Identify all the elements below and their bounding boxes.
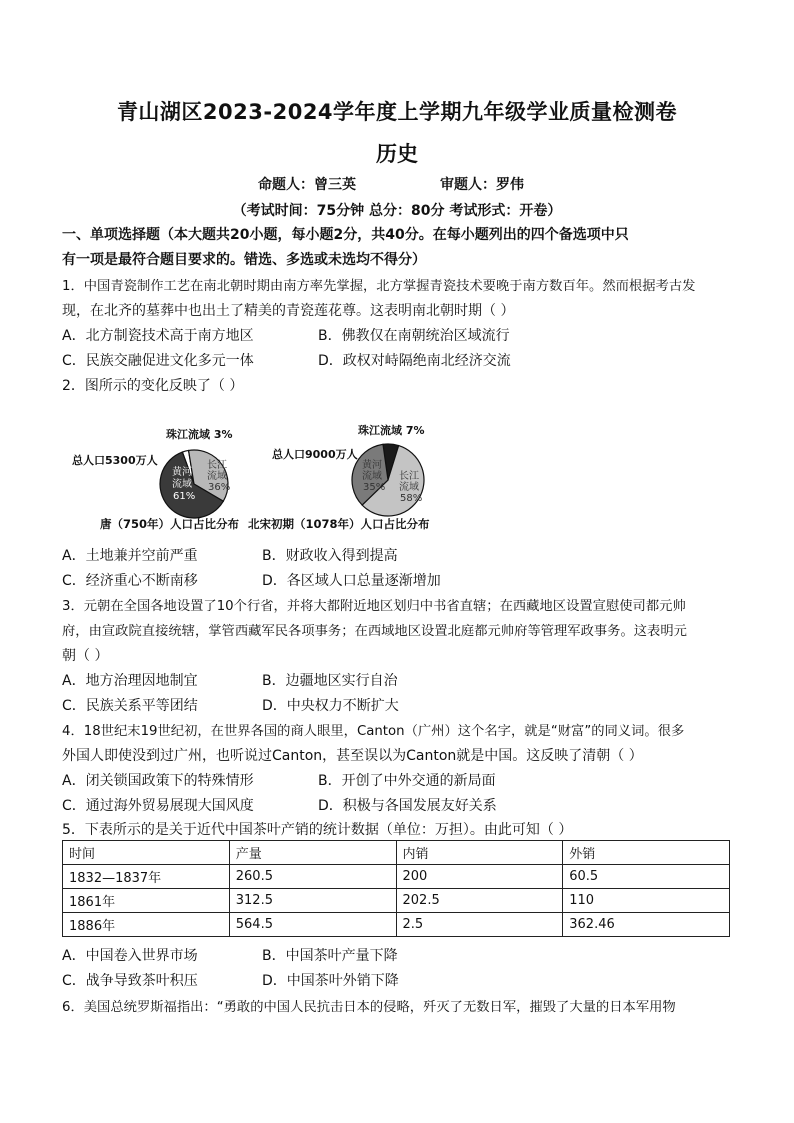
q1-stem: 1．中国青瓷制作工艺在南北朝时期由南方率先掌握，北方掌握青瓷技术要晚于南方数百年。然而根据考古发: [62, 279, 696, 294]
reviewer-label: 审题人：罗伟: [440, 177, 524, 193]
q3-stem-end: 朝（ ）: [62, 648, 109, 664]
q4-stem: 4．18世纪末19世纪初，在世界各国的商人眼里，Canton（广州）这个名字，就是“财富”的同义词。很多: [62, 724, 685, 739]
q1-option-a: A．北方制瓷技术高于南方地区: [62, 328, 254, 344]
table-cell: 110: [563, 889, 730, 913]
section-heading-cont: 有一项是最符合题目要求的。错选、多选或未选均不得分）: [62, 252, 426, 268]
table-cell: 362.46: [563, 913, 730, 937]
q1-option-c: C．民族交融促进文化多元一体: [62, 353, 254, 369]
q6-stem: 6．美国总统罗斯福指出：“勇敢的中国人民抗击日本的侵略，歼灭了无数日军，摧毁了大量的日本军用物: [62, 1000, 676, 1015]
q1-option-b: B．佛教仅在南朝统治区域流行: [318, 328, 510, 344]
q1-option-d: D．政权对峙隔绝南北经济交流: [318, 353, 511, 369]
section-heading: 一、单项选择题（本大题共20小题，每小题2分，共40分。在每小题列出的四个备选项中只: [62, 227, 629, 243]
pie1-changjiang-name-2: 流域: [207, 471, 227, 482]
pie1-changjiang-value: 36%: [208, 482, 231, 493]
pie1-huanghe-name-1: 黄河: [172, 467, 192, 478]
subject-title: 历史: [376, 142, 418, 166]
pie1-zhujiang-label: 珠江流域 3%: [166, 428, 233, 441]
pie2-changjiang-value: 58%: [400, 493, 423, 504]
q2-option-d: D．各区域人口总量逐渐增加: [262, 573, 441, 589]
pie2-changjiang-name-2: 流域: [399, 482, 419, 493]
pie1-caption: 唐（750年）人口占比分布: [100, 517, 240, 531]
q5-stem: 5．下表所示的是关于近代中国茶叶产销的统计数据（单位：万担）。由此可知（ ）: [62, 822, 573, 838]
q3-option-a: A．地方治理因地制宜: [62, 673, 198, 689]
q4-option-d: D．积极与各国发展友好关系: [318, 798, 497, 814]
q3-option-b: B．边疆地区实行自治: [262, 673, 398, 689]
table-header-cell: 外销: [563, 841, 730, 865]
pie1-huanghe-value: 61%: [173, 491, 196, 502]
q3-stem-cont: 府，由宣政院直接统辖，掌管西藏军民各项事务；在西域地区设置北庭都元帅府等管理军政事务。这表明元: [62, 624, 687, 639]
pie2-huanghe-value: 35%: [363, 482, 386, 493]
table-cell: 2.5: [396, 913, 563, 937]
table-cell: 1832—1837年: [63, 865, 230, 889]
table-header-row: [63, 841, 730, 865]
q5-option-a: A．中国卷入世界市场: [62, 948, 198, 964]
pie1-total-label: 总人口5300万人: [72, 454, 158, 467]
table-cell: 200: [396, 865, 563, 889]
table-header-cell: 产量: [229, 841, 396, 865]
table-cell: 1861年: [63, 889, 230, 913]
pie2-total-label: 总人口9000万人: [272, 448, 358, 461]
table-header-cell: 内销: [396, 841, 563, 865]
table-row: [63, 865, 730, 889]
q5-option-c: C．战争导致茶叶积压: [62, 973, 198, 989]
table-cell: 564.5: [229, 913, 396, 937]
pie2-changjiang-name-1: 长江: [399, 471, 419, 482]
q4-option-a: A．闭关锁国政策下的特殊情形: [62, 773, 254, 789]
q4-option-c: C．通过海外贸易展现大国风度: [62, 798, 254, 814]
page-title: 青山湖区2023-2024学年度上学期九年级学业质量检测卷: [116, 100, 678, 124]
table-cell: 260.5: [229, 865, 396, 889]
population-pie-charts: [62, 416, 482, 538]
q2-option-b: B．财政收入得到提高: [262, 548, 398, 564]
table-cell: 60.5: [563, 865, 730, 889]
pie2-caption: 北宋初期（1078年）人口占比分布: [248, 517, 430, 531]
q3-option-d: D．中央权力不断扩大: [262, 698, 399, 714]
pie1-changjiang-name-1: 长江: [207, 460, 227, 471]
pie2-huanghe-name-2: 流域: [362, 471, 382, 482]
table-cell: 312.5: [229, 889, 396, 913]
table-cell: 1886年: [63, 913, 230, 937]
pie2-zhujiang-label: 珠江流域 7%: [358, 424, 425, 437]
table-header-cell: 时间: [63, 841, 230, 865]
q4-option-b: B．开创了中外交通的新局面: [318, 773, 496, 789]
q2-option-a: A．土地兼并空前严重: [62, 548, 198, 564]
q2-option-c: C．经济重心不断南移: [62, 573, 198, 589]
author-label: 命题人：曾三英: [258, 177, 356, 193]
table-cell: 202.5: [396, 889, 563, 913]
q5-option-d: D．中国茶叶外销下降: [262, 973, 399, 989]
q2-stem: 2．图所示的变化反映了（ ）: [62, 378, 244, 394]
table-row: [63, 913, 730, 937]
table-row: [63, 889, 730, 913]
pie1-huanghe-name-2: 流域: [172, 479, 192, 490]
q4-stem-cont: 外国人即使没到过广州，也听说过Canton，甚至误以为Canton就是中国。这反映了清朝（ ）: [62, 748, 643, 764]
exam-info: （考试时间：75分钟 总分：80分 考试形式：开卷）: [232, 203, 562, 219]
tea-statistics-table: [62, 840, 730, 937]
q3-option-c: C．民族关系平等团结: [62, 698, 198, 714]
q1-stem-cont: 现，在北齐的墓葬中也出土了精美的青瓷莲花尊。这表明南北朝时期（ ）: [62, 303, 515, 319]
q5-option-b: B．中国茶叶产量下降: [262, 948, 398, 964]
q3-stem: 3．元朝在全国各地设置了10个行省，并将大都附近地区划归中书省直辖；在西藏地区设置宣慰使司都元帅: [62, 599, 686, 614]
pie2-huanghe-name-1: 黄河: [362, 460, 382, 471]
